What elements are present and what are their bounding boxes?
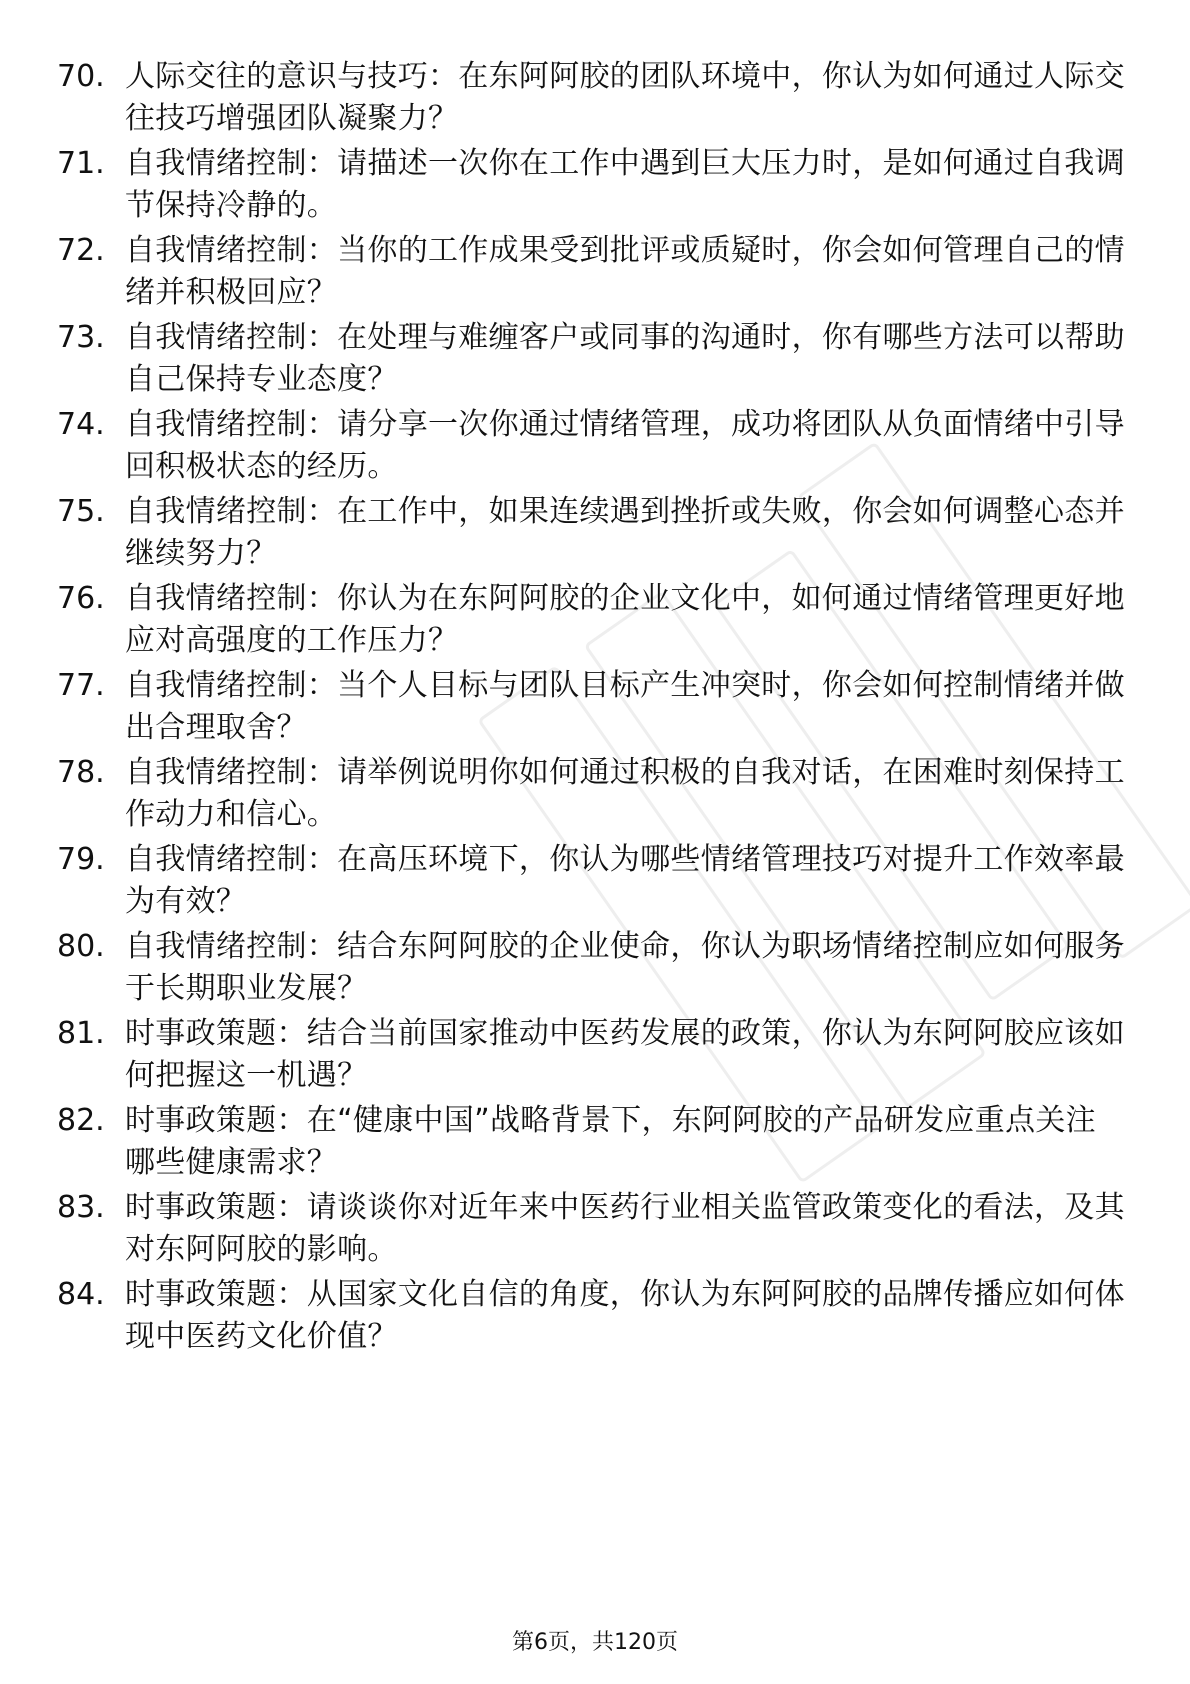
question-text: 自我情绪控制：请举例说明你如何通过积极的自我对话，在困难时刻保持工作动力和信心。: [125, 755, 1125, 832]
question-number: 83.: [57, 1190, 105, 1225]
question-text: 自我情绪控制：请分享一次你通过情绪管理，成功将团队从负面情绪中引导回积极状态的经历。: [125, 407, 1125, 484]
question-item: [57, 404, 1137, 491]
question-number: 77.: [57, 668, 105, 703]
question-item: [57, 752, 1137, 839]
question-number: 80.: [57, 929, 105, 964]
question-item: [57, 1013, 1137, 1100]
question-item: [57, 665, 1137, 752]
question-item: [57, 491, 1137, 578]
question-text: 时事政策题：在“健康中国”战略背景下，东阿阿胶的产品研发应重点关注哪些健康需求？: [125, 1103, 1096, 1180]
question-item: [57, 230, 1137, 317]
question-item: [57, 1187, 1137, 1274]
question-number: 72.: [57, 233, 105, 268]
question-item: [57, 143, 1137, 230]
question-text: 自我情绪控制：当个人目标与团队目标产生冲突时，你会如何控制情绪并做出合理取舍？: [125, 668, 1125, 745]
question-text: 自我情绪控制：在处理与难缠客户或同事的沟通时，你有哪些方法可以帮助自己保持专业态度？: [125, 320, 1125, 397]
question-text: 自我情绪控制：在工作中，如果连续遇到挫折或失败，你会如何调整心态并继续努力？: [125, 494, 1125, 571]
question-text: 时事政策题：从国家文化自信的角度，你认为东阿阿胶的品牌传播应如何体现中医药文化价值？: [125, 1277, 1125, 1354]
question-item: [57, 578, 1137, 665]
question-text: 自我情绪控制：你认为在东阿阿胶的企业文化中，如何通过情绪管理更好地应对高强度的工作压力？: [125, 581, 1125, 658]
question-item: [57, 317, 1137, 404]
question-number: 79.: [57, 842, 105, 877]
question-number: 81.: [57, 1016, 105, 1051]
question-text: 自我情绪控制：结合东阿阿胶的企业使命，你认为职场情绪控制应如何服务于长期职业发展？: [125, 929, 1125, 1006]
question-number: 82.: [57, 1103, 105, 1138]
question-number: 73.: [57, 320, 105, 355]
question-item: [57, 926, 1137, 1013]
question-number: 71.: [57, 146, 105, 181]
question-text: 自我情绪控制：在高压环境下，你认为哪些情绪管理技巧对提升工作效率最为有效？: [125, 842, 1125, 919]
question-number: 84.: [57, 1277, 105, 1312]
question-number: 75.: [57, 494, 105, 529]
question-item: [57, 839, 1137, 926]
question-text: 时事政策题：请谈谈你对近年来中医药行业相关监管政策变化的看法，及其对东阿阿胶的影响。: [125, 1190, 1125, 1267]
question-text: 自我情绪控制：当你的工作成果受到批评或质疑时，你会如何管理自己的情绪并积极回应？: [125, 233, 1125, 310]
question-text: 人际交往的意识与技巧：在东阿阿胶的团队环境中，你认为如何通过人际交往技巧增强团队凝聚力？: [125, 59, 1125, 136]
page-footer: 第6页，共120页: [512, 1630, 678, 1655]
question-item: [57, 56, 1137, 143]
question-number: 74.: [57, 407, 105, 442]
question-number: 76.: [57, 581, 105, 616]
question-number: 78.: [57, 755, 105, 790]
question-text: 时事政策题：结合当前国家推动中医药发展的政策，你认为东阿阿胶应该如何把握这一机遇？: [125, 1016, 1125, 1093]
question-item: [57, 1100, 1137, 1187]
question-item: [57, 1274, 1137, 1361]
question-number: 70.: [57, 59, 105, 94]
question-text: 自我情绪控制：请描述一次你在工作中遇到巨大压力时，是如何通过自我调节保持冷静的。: [125, 146, 1125, 223]
question-list: [57, 56, 1137, 1361]
